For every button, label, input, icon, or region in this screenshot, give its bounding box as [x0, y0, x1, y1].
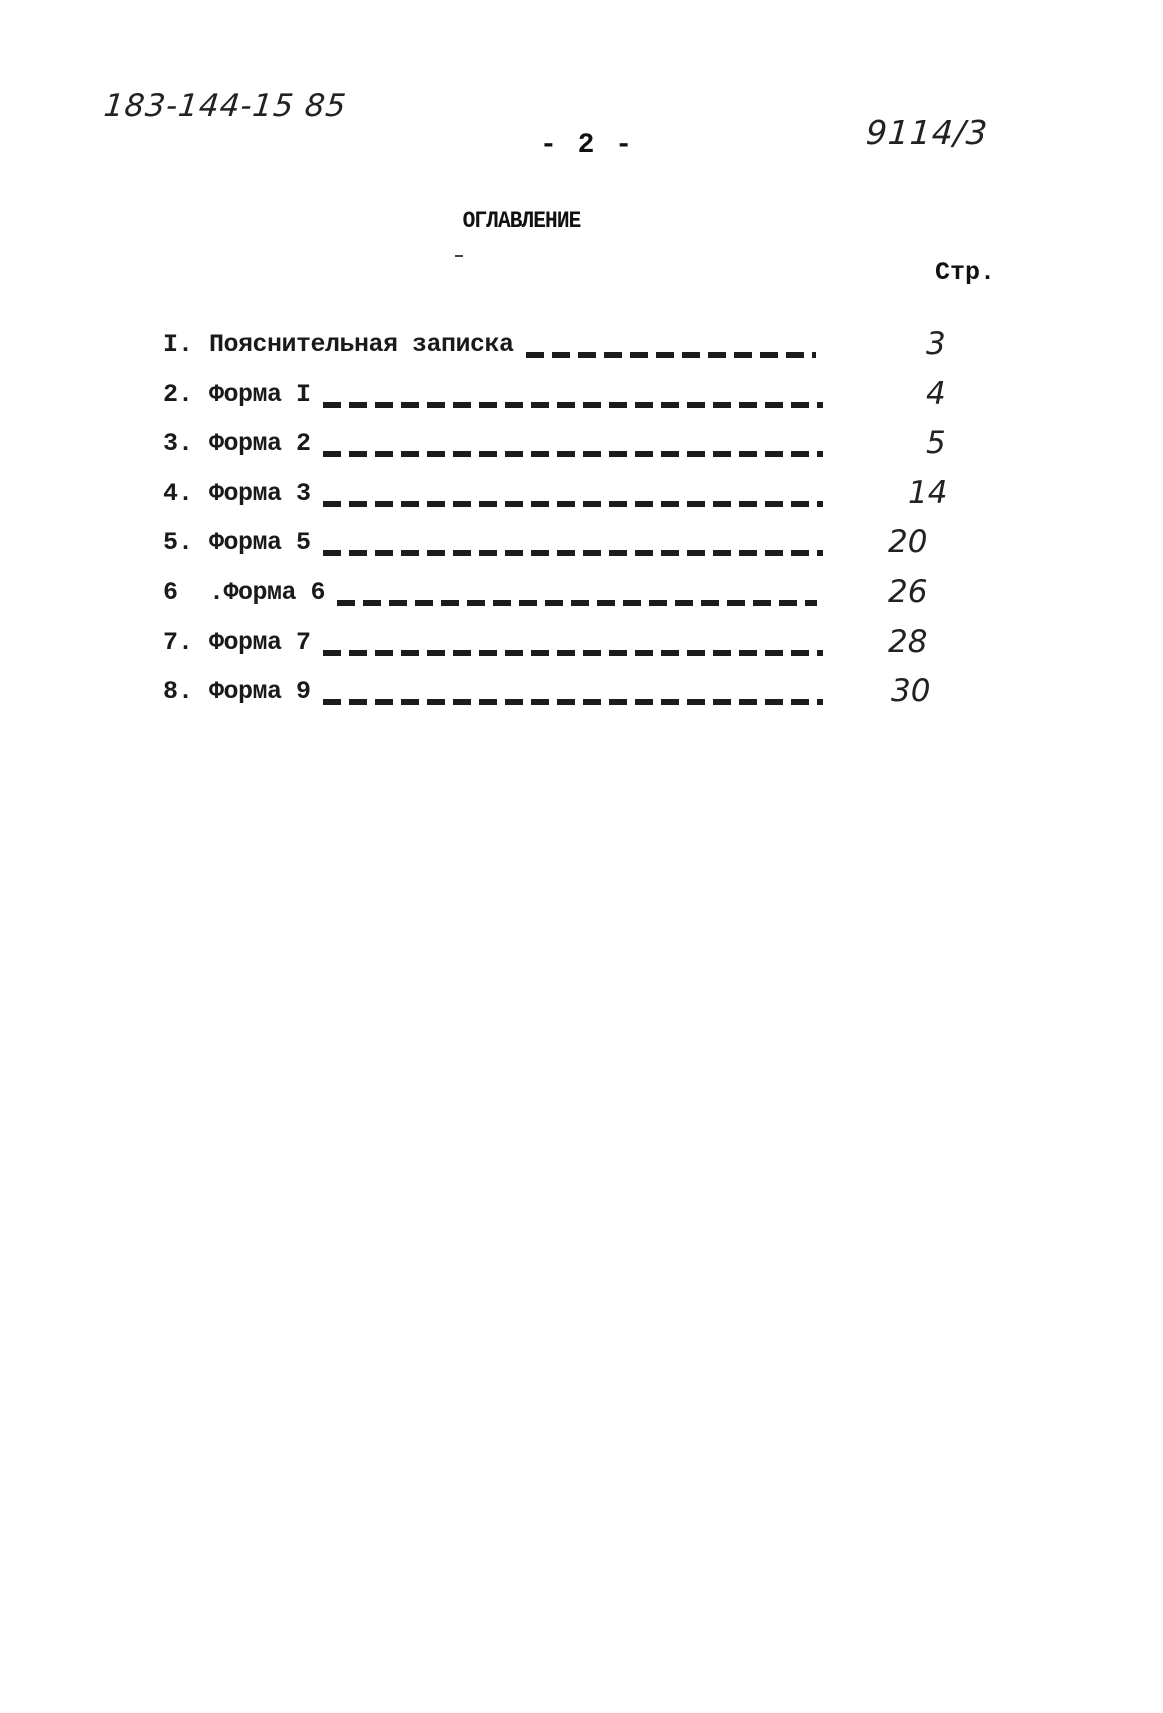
toc-entry-page: 28	[888, 623, 928, 660]
toc-entry	[163, 375, 983, 430]
toc-entry-number: 7.	[163, 627, 194, 657]
toc-entry-label: Форма 7	[209, 627, 311, 657]
toc-entry	[163, 474, 983, 529]
toc-entry-number: 6	[163, 577, 179, 607]
document-code: 183-144-15 85	[102, 88, 349, 124]
toc-entry	[163, 326, 983, 380]
toc-entry-page: 20	[888, 524, 928, 561]
toc-entry-label: .Форма 6	[209, 577, 326, 607]
toc-entry	[163, 673, 983, 727]
toc-leader	[323, 650, 823, 656]
toc-entry-label: Форма 3	[209, 478, 311, 508]
toc-entry-page: 30	[891, 673, 931, 710]
page-number: - 2 -	[540, 130, 635, 161]
toc-entry	[163, 623, 983, 678]
toc-entry-number: I.	[163, 330, 194, 359]
toc-title: ОГЛАВЛЕНИЕ	[462, 208, 581, 234]
toc-leader	[323, 501, 823, 507]
toc-leader	[323, 402, 823, 408]
scan-mark	[455, 255, 463, 257]
toc-entry	[163, 524, 983, 578]
toc-entry-page: 4	[926, 375, 946, 412]
toc-entry-label: Форма 5	[209, 528, 311, 558]
archive-number: 9114/3	[864, 113, 990, 152]
toc-entry	[163, 425, 983, 479]
toc-entry-number: 2.	[163, 379, 194, 409]
toc-entry-label: Форма I	[209, 379, 311, 409]
toc-entry-label: Форма 2	[209, 429, 311, 459]
toc-entry	[163, 573, 983, 628]
toc-entry-number: 5.	[163, 528, 194, 558]
toc-list	[163, 326, 983, 727]
toc-entry-number: 3.	[163, 429, 194, 459]
toc-entry-page: 26	[888, 573, 928, 610]
toc-leader	[323, 699, 823, 705]
toc-entry-page: 5	[926, 425, 946, 462]
toc-entry-number: 4.	[163, 478, 194, 508]
toc-entry-label: Форма 9	[209, 677, 311, 707]
toc-entry-page: 3	[926, 326, 946, 362]
toc-leader	[323, 451, 823, 457]
toc-entry-page: 14	[908, 474, 948, 511]
page-column-label: Стр.	[935, 258, 996, 287]
toc-leader	[337, 600, 817, 606]
toc-leader	[323, 550, 823, 556]
toc-entry-number: 8.	[163, 677, 194, 707]
toc-leader	[526, 352, 816, 358]
toc-entry-label: Пояснительная записка	[209, 330, 514, 359]
